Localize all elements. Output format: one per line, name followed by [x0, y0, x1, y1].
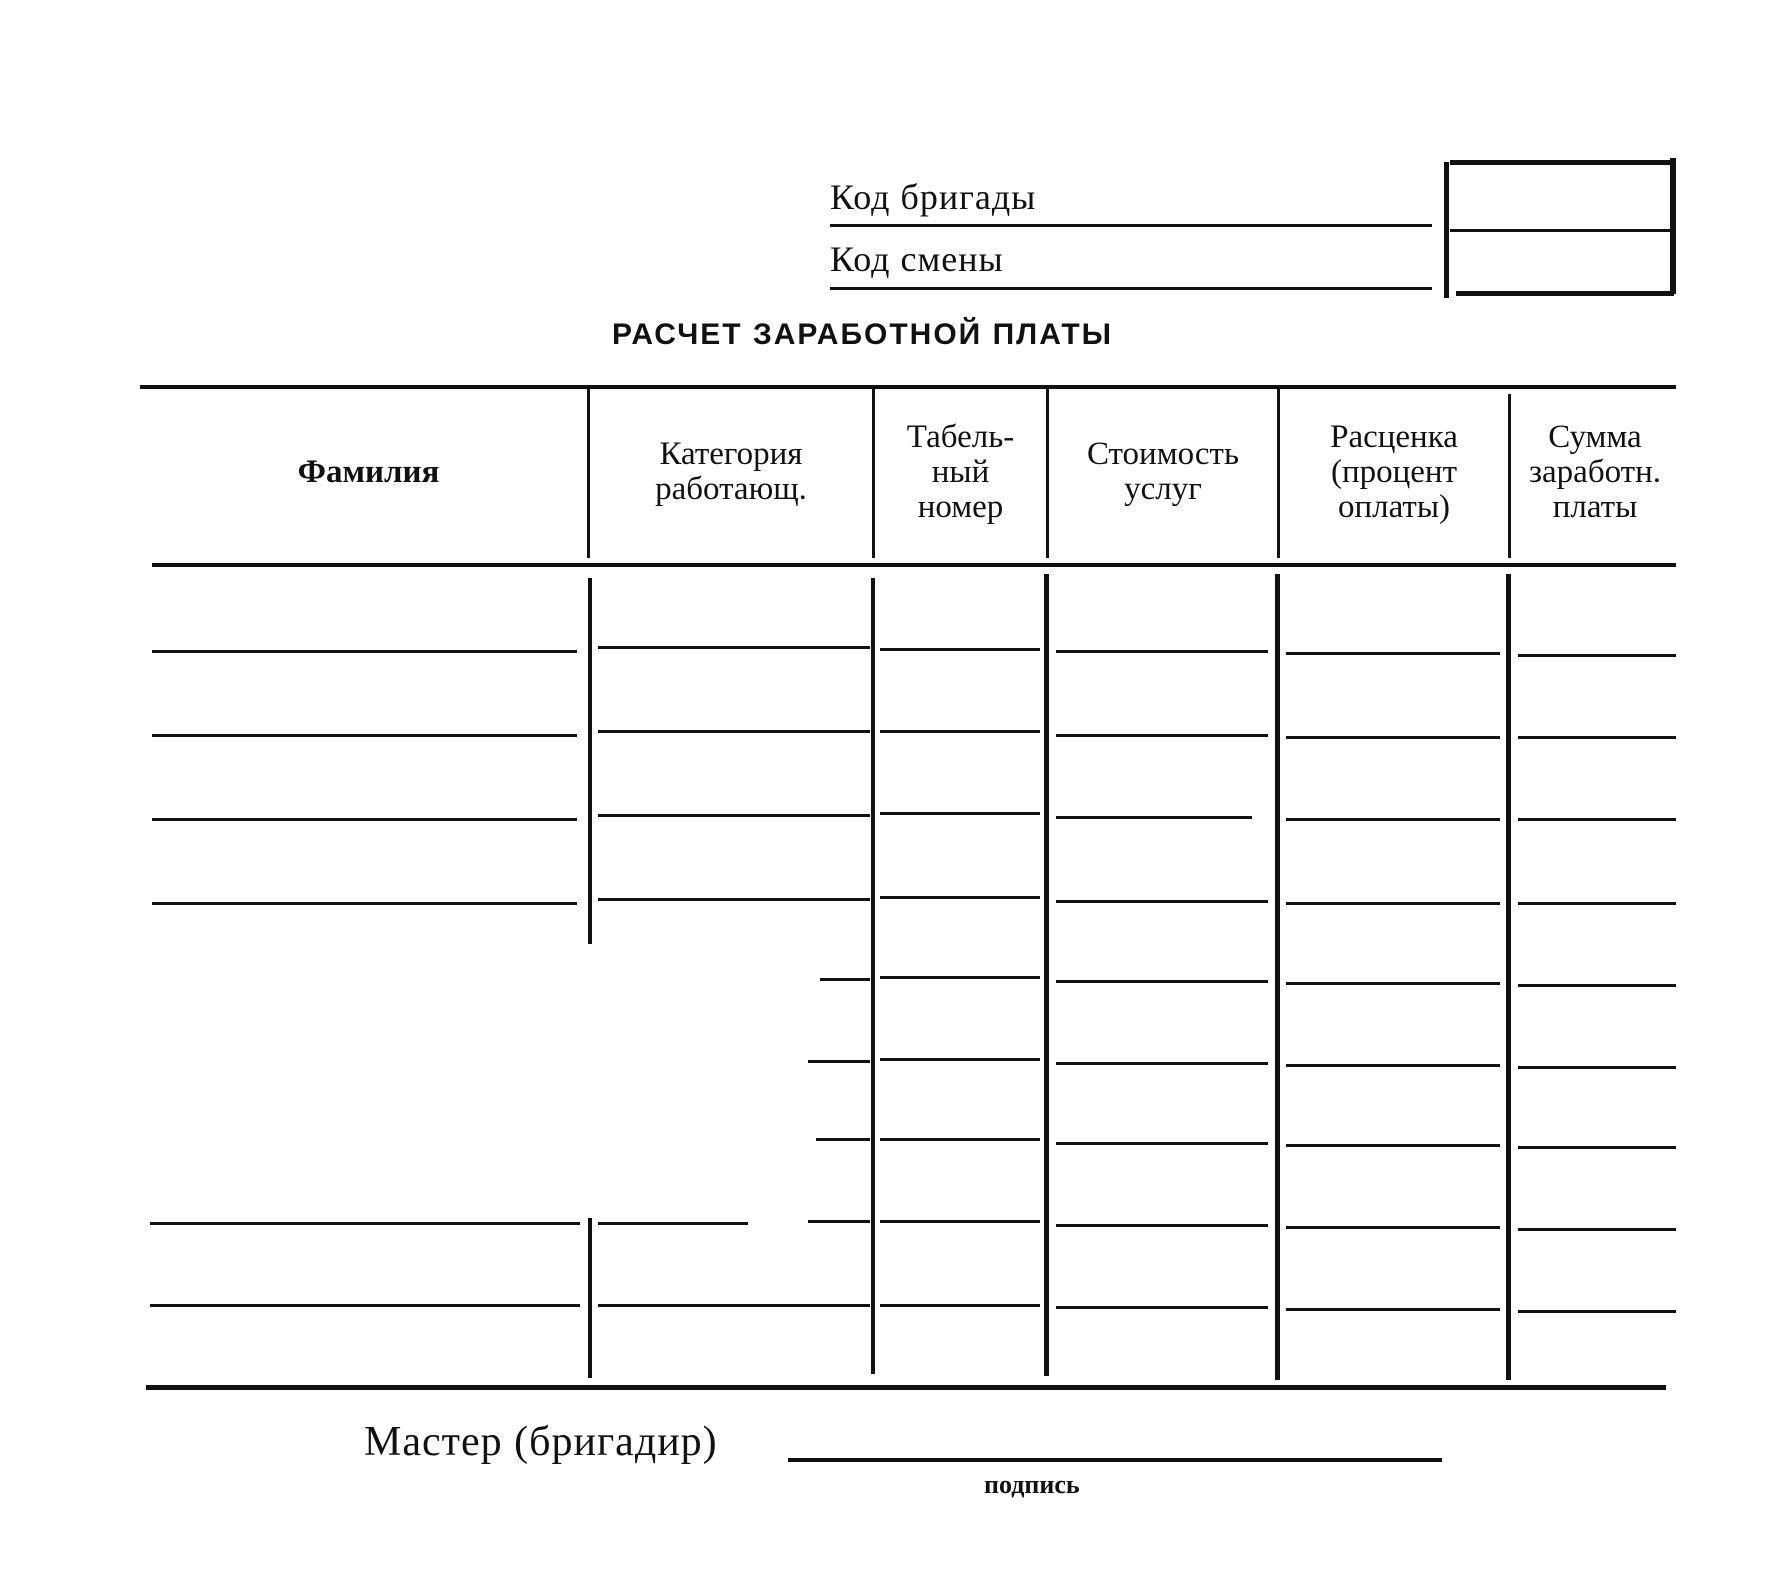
row-rule-segment: [1056, 900, 1268, 903]
row-rule-segment: [1286, 818, 1500, 821]
row-rule-segment: [152, 902, 577, 905]
row-rule-segment: [1286, 652, 1500, 655]
column-header-wage-sum: Сумма заработн. платы: [1528, 418, 1662, 525]
row-rule-segment: [1056, 816, 1252, 819]
row-rule-segment: [598, 1304, 870, 1307]
code-box-right: [1670, 158, 1676, 294]
code-box-left: [1444, 162, 1449, 298]
row-rule-segment: [598, 1222, 748, 1225]
column-header-surname: Фамилия: [297, 453, 440, 490]
row-rule-segment: [598, 898, 870, 901]
row-rule-segment: [1518, 654, 1676, 657]
table-bottom-rule: [146, 1385, 1666, 1390]
brigade-code-cell[interactable]: [1452, 166, 1668, 226]
shift-code-cell[interactable]: [1452, 234, 1668, 294]
row-rule-segment: [1286, 1226, 1500, 1229]
row-rule-segment: [1286, 982, 1500, 985]
row-rule-segment: [152, 818, 577, 821]
column-line-personnel-number: [871, 578, 875, 1374]
row-rule-segment: [880, 1220, 1040, 1223]
row-rule-segment: [1056, 1306, 1268, 1309]
row-rule-segment: [1518, 1066, 1676, 1069]
row-rule-segment: [1286, 736, 1500, 739]
row-rule-segment: [1286, 1144, 1500, 1147]
column-header-personnel-number: Табель- ный номер: [906, 418, 1015, 525]
row-rule-segment: [1286, 1064, 1500, 1067]
row-rule-segment: [808, 1060, 870, 1063]
row-rule-segment: [1056, 734, 1268, 737]
row-rule-segment: [880, 1058, 1040, 1061]
row-rule-segment: [1056, 1224, 1268, 1227]
row-rule-segment: [1518, 1310, 1676, 1313]
shift-code-underline: [830, 287, 1432, 290]
column-header-category: Категория работающ.: [655, 436, 807, 507]
shift-code-label: Код смены: [830, 239, 1004, 279]
row-rule-segment: [880, 648, 1040, 651]
row-rule-segment: [880, 1138, 1040, 1141]
column-line-wage-sum: [1506, 574, 1511, 1380]
row-rule-segment: [880, 1304, 1040, 1307]
table-header-rule: [152, 563, 1676, 567]
row-rule-segment: [1518, 736, 1676, 739]
signature-line[interactable]: [788, 1458, 1442, 1462]
row-rule-segment: [150, 1304, 580, 1307]
row-rule-segment: [1056, 1142, 1268, 1145]
code-box-top: [1450, 160, 1672, 165]
row-rule-segment: [816, 1138, 870, 1141]
row-rule-segment: [152, 650, 577, 653]
column-header-service-cost: Стоимость услуг: [1086, 436, 1240, 507]
signer-label: Мастер (бригадир): [364, 1419, 718, 1465]
row-rule-segment: [808, 1220, 870, 1223]
row-rule-segment: [598, 814, 870, 817]
column-line-category: [588, 1218, 592, 1378]
row-rule-segment: [598, 730, 870, 733]
row-rule-segment: [1518, 902, 1676, 905]
form-title: РАСЧЕТ ЗАРАБОТНОЙ ПЛАТЫ: [612, 318, 1114, 351]
row-rule-segment: [598, 646, 870, 649]
row-rule-segment: [880, 896, 1040, 899]
row-rule-segment: [152, 734, 577, 737]
column-header-rate: Расценка (процент оплаты): [1330, 418, 1458, 525]
row-rule-segment: [1056, 1062, 1268, 1065]
row-rule-segment: [1518, 818, 1676, 821]
row-rule-segment: [1056, 980, 1268, 983]
brigade-code-label: Код бригады: [830, 177, 1037, 217]
row-rule-segment: [1286, 1308, 1500, 1311]
column-line-category: [588, 578, 592, 944]
code-box-divider: [1450, 229, 1670, 232]
row-rule-segment: [1056, 650, 1268, 653]
column-line-rate: [1275, 574, 1280, 1380]
row-rule-segment: [880, 812, 1040, 815]
brigade-code-underline: [830, 224, 1432, 227]
row-rule-segment: [150, 1222, 580, 1225]
signature-caption: подпись: [984, 1470, 1080, 1499]
row-rule-segment: [1518, 984, 1676, 987]
column-line-service-cost: [1044, 574, 1049, 1376]
row-rule-segment: [820, 978, 870, 981]
row-rule-segment: [880, 976, 1040, 979]
row-rule-segment: [1518, 1146, 1676, 1149]
row-rule-segment: [880, 730, 1040, 733]
row-rule-segment: [1518, 1228, 1676, 1231]
row-rule-segment: [1286, 902, 1500, 905]
